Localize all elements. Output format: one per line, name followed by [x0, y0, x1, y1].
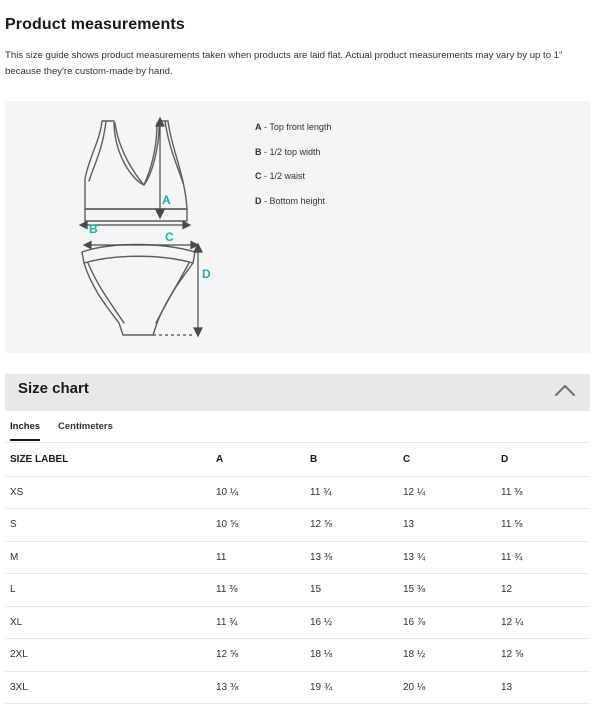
b-value-cell: 13 ⅜ — [310, 551, 333, 563]
size-chart-accordion-header[interactable] — [5, 374, 590, 411]
c-value-cell: 20 ⅛ — [403, 681, 426, 693]
size-chart-title: Size chart — [18, 380, 89, 397]
d-value-cell: 11 ⅝ — [501, 519, 523, 530]
top-band — [85, 209, 187, 221]
b-value-cell: 19 ¾ — [310, 681, 333, 693]
a-value-cell: 10 ¼ — [216, 486, 239, 498]
intro-text: This size guide shows product measurements taken when products are laid flat. Actual product measurements may vary by up to 1" because they're custom-made by hand. — [5, 50, 563, 77]
table-row — [5, 672, 590, 705]
a-value-cell: 12 ⅝ — [216, 649, 239, 660]
d-value-cell: 13 — [501, 681, 513, 693]
tabs-divider — [5, 442, 590, 443]
size-label-cell: XS — [10, 486, 24, 498]
size-label-cell: 3XL — [10, 681, 28, 693]
c-value-cell: 13 — [403, 519, 415, 530]
top-inner-lines — [89, 121, 183, 185]
c-value-cell: 15 ⅜ — [403, 584, 426, 595]
d-value-cell: 11 ¾ — [501, 551, 523, 563]
a-value-cell: 10 ⅝ — [216, 519, 239, 530]
a-value-cell: 13 ⅜ — [216, 681, 239, 693]
column-header-b: B — [310, 454, 318, 465]
a-value-cell: 11 — [216, 551, 227, 563]
table-row — [5, 542, 590, 575]
b-value-cell: 15 — [310, 584, 322, 595]
b-value-cell: 16 ½ — [310, 616, 333, 628]
size-label-cell: 2XL — [10, 649, 28, 660]
legend-letter-d: D — [255, 195, 262, 206]
tab-centimeters[interactable]: Centimeters — [58, 421, 113, 432]
d-value-cell: 12 — [501, 584, 513, 595]
size-label-cell: M — [10, 551, 19, 563]
d-value-cell: 12 ¼ — [501, 616, 524, 628]
a-value-cell: 11 ¾ — [216, 616, 238, 628]
legend-item-a — [255, 121, 331, 146]
column-header-a: A — [216, 454, 224, 465]
column-header-size-label: SIZE LABEL — [10, 454, 69, 465]
table-row — [5, 574, 590, 607]
marker-c: C — [165, 230, 174, 244]
c-value-cell: 12 ¼ — [403, 486, 426, 498]
legend-letter-b: B — [255, 146, 262, 157]
size-label-cell: XL — [10, 616, 23, 628]
table-row — [5, 607, 590, 640]
a-value-cell: 11 ⅜ — [216, 584, 238, 595]
legend-item-b — [255, 146, 331, 171]
c-value-cell: 16 ⅞ — [403, 616, 426, 628]
b-value-cell: 18 ⅛ — [310, 649, 333, 660]
legend-letter-a: A — [255, 122, 262, 132]
top-outline — [85, 121, 187, 209]
legend-text-c: - 1/2 waist — [261, 171, 306, 181]
legend-item-d — [255, 195, 331, 220]
marker-d: D — [202, 267, 211, 281]
page-title: Product measurements — [5, 16, 185, 33]
b-value-cell: 12 ⅝ — [310, 519, 333, 530]
column-header-c: C — [403, 454, 411, 465]
chevron-up-icon[interactable] — [554, 382, 576, 398]
d-value-cell: 11 ⅜ — [501, 486, 523, 498]
bottom-outline — [84, 263, 193, 335]
bottom-inner-lines — [88, 263, 189, 323]
c-value-cell: 18 ½ — [403, 649, 426, 660]
legend-item-c — [255, 170, 331, 195]
measurement-legend — [255, 121, 331, 219]
table-row — [5, 639, 590, 672]
size-label-cell: S — [10, 519, 17, 530]
bottom-waistband — [82, 245, 195, 264]
unit-tabs — [5, 414, 590, 442]
table-row — [5, 477, 590, 510]
marker-b: B — [89, 222, 98, 236]
c-value-cell: 13 ¾ — [403, 551, 426, 563]
table-row — [5, 509, 590, 542]
tab-inches[interactable]: Inches — [10, 421, 40, 441]
legend-text-a: - Top front length — [261, 122, 332, 132]
legend-text-d: - Bottom height — [261, 195, 326, 206]
b-value-cell: 11 ¾ — [310, 486, 332, 498]
marker-a: A — [162, 193, 171, 207]
size-label-cell: L — [10, 584, 16, 595]
d-value-cell: 12 ⅝ — [501, 649, 524, 660]
measurement-diagram-panel — [5, 101, 590, 353]
legend-letter-c: C — [255, 171, 262, 181]
legend-text-b: - 1/2 top width — [261, 146, 321, 157]
column-header-d: D — [501, 454, 509, 465]
table-header-row — [5, 444, 590, 477]
size-chart-table — [5, 444, 590, 704]
